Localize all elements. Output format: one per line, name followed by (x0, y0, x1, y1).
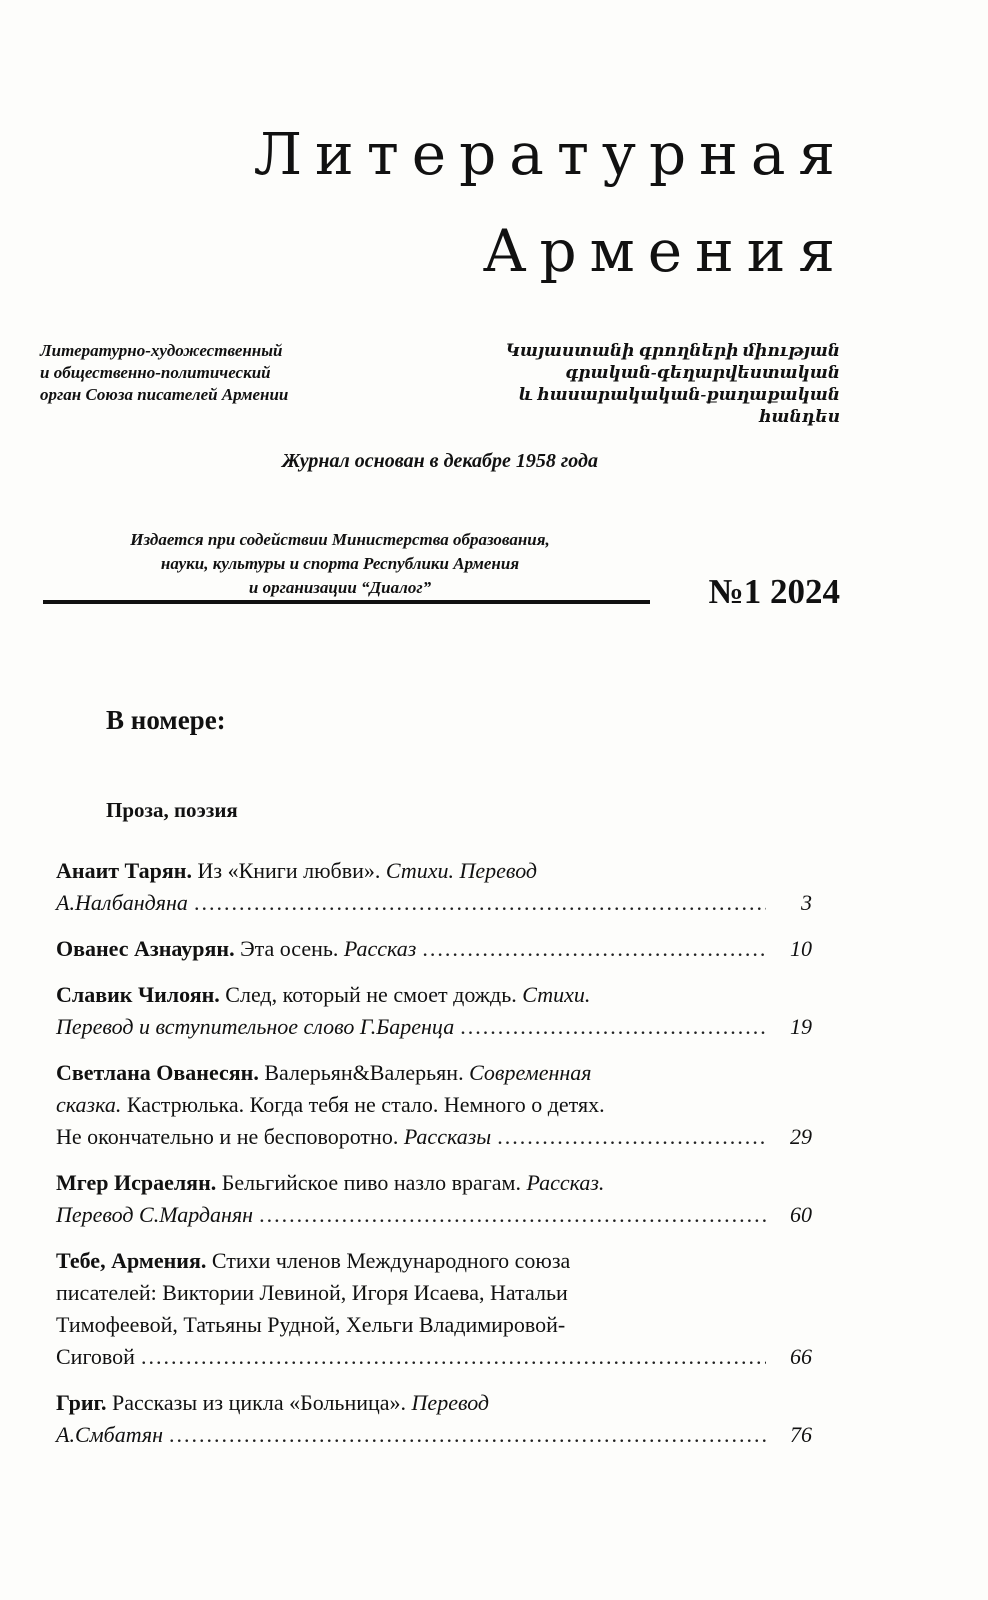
toc-genre: Стихи. Перевод (385, 858, 538, 883)
journal-title-line2: Армения (482, 217, 848, 285)
toc-page-number: 29 (790, 1124, 812, 1149)
toc-title-cont: Кастрюлька. Когда тебя не стало. Немного о детях. (126, 1092, 605, 1117)
toc-leader-dots (259, 1199, 766, 1231)
toc-author: Анаит Тарян. (56, 858, 192, 883)
toc-leader-dots (460, 1011, 766, 1043)
toc-page-number: 3 (801, 890, 812, 915)
toc-translator: Перевод С.Марданян (56, 1202, 254, 1227)
toc-title-cont: Тимофеевой, Татьяны Рудной, Хельги Владимировой- (56, 1312, 566, 1337)
toc-title: Эта осень. (240, 936, 339, 961)
toc-title: Рассказы из цикла «Больница». (112, 1390, 407, 1415)
journal-title-line1: Литературная (253, 120, 848, 188)
toc-genre-last: Рассказы (403, 1124, 492, 1149)
toc-genre: Рассказ. (526, 1170, 605, 1195)
toc-entry[interactable] (56, 1245, 812, 1373)
founded-note: Журнал основан в декабре 1958 года (282, 450, 598, 472)
toc-genre: Рассказ (343, 936, 417, 961)
contents-heading: В номере: (106, 705, 226, 735)
toc-author: Светлана Ованесян. (56, 1060, 259, 1085)
toc-leader-dots (422, 933, 766, 965)
toc-genre: Перевод (411, 1390, 490, 1415)
toc-genre: Стихи. (522, 982, 591, 1007)
toc-entry[interactable] (56, 1387, 812, 1451)
toc-title: Бельгийское пиво назло врагам. (221, 1170, 521, 1195)
toc-translator: Перевод и вступительное слово Г.Баренца (56, 1014, 455, 1039)
toc-title: Валерьян&Валерьян. (264, 1060, 464, 1085)
toc-title: Из «Книги любви». (197, 858, 381, 883)
table-of-contents (56, 855, 812, 1465)
toc-title-cont: Сиговой (56, 1344, 135, 1369)
toc-entry[interactable] (56, 1057, 812, 1153)
toc-translator: А.Налбандяна (56, 890, 188, 915)
issue-number: №1 2024 (708, 572, 840, 611)
toc-entry[interactable] (56, 979, 812, 1043)
toc-author: Григ. (56, 1390, 107, 1415)
toc-genre-cont: сказка. (56, 1092, 122, 1117)
publisher-note: Издается при содействии Министерства образования, науки, культуры и спорта Республики Армения и организации “Диалог” (130, 530, 550, 597)
toc-entry[interactable] (56, 855, 812, 919)
toc-author: Славик Чилоян. (56, 982, 220, 1007)
toc-page-number: 60 (790, 1202, 812, 1227)
toc-author: Ованес Азнаурян. (56, 936, 235, 961)
toc-translator: А.Смбатян (56, 1422, 164, 1447)
toc-page-number: 19 (790, 1014, 812, 1039)
toc-entry[interactable] (56, 1167, 812, 1231)
toc-page-number: 66 (790, 1344, 812, 1369)
toc-title-cont: писателей: Виктории Левиной, Игоря Исаева, Натальи (56, 1280, 568, 1305)
toc-leader-dots (141, 1341, 766, 1373)
toc-title: След, который не смоет дождь. (225, 982, 517, 1007)
subtitle-armenian: Կայաստանի գրողների միության գրական-գեղարվեստական և հասարակական-քաղաքական հանդես (505, 341, 840, 426)
toc-title: Стихи членов Международного союза (211, 1248, 571, 1273)
toc-page-number: 10 (790, 936, 812, 961)
toc-title-cont: Не окончательно и не бесповоротно. (56, 1124, 399, 1149)
toc-page-number: 76 (790, 1422, 812, 1447)
toc-genre: Современная (469, 1060, 592, 1085)
subtitle-russian: Литературно-художественный и общественно-политический орган Союза писателей Армении (40, 341, 289, 404)
toc-entry[interactable] (56, 933, 812, 965)
toc-author: Мгер Исраелян. (56, 1170, 217, 1195)
toc-leader-dots (497, 1121, 766, 1153)
toc-author: Тебе, Армения. (56, 1248, 207, 1273)
header-rule (43, 600, 650, 604)
toc-leader-dots (194, 887, 766, 919)
toc-leader-dots (169, 1419, 766, 1451)
section-heading: Проза, поэзия (106, 798, 238, 822)
